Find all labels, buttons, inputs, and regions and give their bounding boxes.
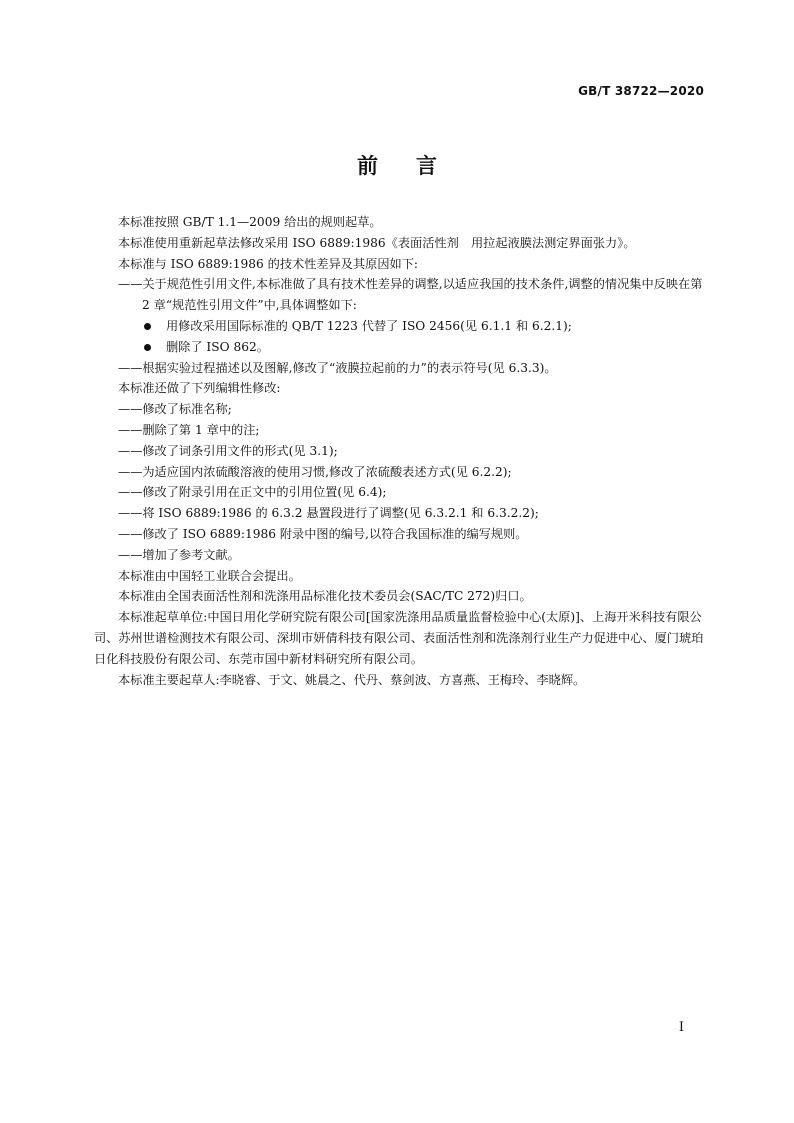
- drafting-units: 本标准起草单位:中国日用化学研究院有限公司[国家洗涤用品质量监督检验中心(太原)]、上海开米科技有限公司、苏州世谱检测技术有限公司、深圳市妍倩科技有限公司、表面活性剂和洗涤剂行业生产力促进中心、厦门琥珀日化科技股份有限公司、东莞市国中新材料研究所有限公司。: [94, 610, 704, 666]
- editorial-item: ——为适应国内浓硫酸溶液的使用习惯,修改了浓硫酸表述方式(见 6.2.2);: [118, 464, 512, 479]
- paragraph: 本标准使用重新起草法修改采用 ISO 6889:1986《表面活性剂 用拉起液膜法测定界面张力》。: [118, 235, 636, 250]
- page-number: I: [678, 1020, 684, 1035]
- closing-paragraph: 本标准由全国表面活性剂和洗涤用品标准化技术委员会(SAC/TC 272)归口。: [118, 589, 532, 604]
- title-char-2: 言: [416, 154, 437, 178]
- bullet-text: 删除了 ISO 862。: [166, 339, 269, 354]
- editorial-item: ——将 ISO 6889:1986 的 6.3.2 悬置段进行了调整(见 6.3.2.1 和 6.3.2.2);: [118, 506, 539, 521]
- editorial-item: ——删除了第 1 章中的注;: [118, 422, 260, 437]
- foreword-body: [94, 212, 706, 690]
- editorial-intro: 本标准还做了下列编辑性修改:: [118, 381, 281, 396]
- tech-diff-item: ——根据实验过程描述以及图解,修改了“液膜拉起前的力”的表示符号(见 6.3.3)。: [118, 360, 557, 375]
- bullet-text: 用修改采用国际标准的 QB/T 1223 代替了 ISO 2456(见 6.1.1 和 6.2.1);: [166, 318, 572, 333]
- drafters: 本标准主要起草人:李晓睿、于文、姚晨之、代丹、蔡剑波、方喜燕、王梅玲、李晓辉。: [118, 672, 586, 687]
- document-code: GB/T 38722—2020: [578, 84, 704, 98]
- bullet-dot-icon: [144, 344, 151, 351]
- paragraph: 本标准按照 GB/T 1.1—2009 给出的规则起草。: [118, 215, 382, 229]
- title-char-1: 前: [357, 154, 378, 178]
- editorial-item: ——修改了标准名称;: [118, 402, 232, 417]
- editorial-item: ——增加了参考文献。: [118, 547, 240, 562]
- bullet-item: [94, 316, 706, 337]
- editorial-item: ——修改了词条引用文件的形式(见 3.1);: [118, 443, 338, 458]
- editorial-item: ——修改了附录引用在正文中的引用位置(见 6.4);: [118, 485, 387, 500]
- tech-diff-item: ——关于规范性引用文件,本标准做了具有技术性差异的调整,以适应我国的技术条件,调整的情况集中反映在第 2 章“规范性引用文件”中,具体调整如下:: [118, 277, 703, 313]
- paragraph: 本标准与 ISO 6889:1986 的技术性差异及其原因如下:: [118, 256, 419, 271]
- bullet-item: [94, 337, 706, 358]
- editorial-item: ——修改了 ISO 6889:1986 附录中图的编号,以符合我国标准的编写规则。: [118, 526, 528, 541]
- page-title: [0, 150, 794, 180]
- bullet-dot-icon: [144, 323, 151, 330]
- closing-paragraph: 本标准由中国轻工业联合会提出。: [118, 568, 301, 583]
